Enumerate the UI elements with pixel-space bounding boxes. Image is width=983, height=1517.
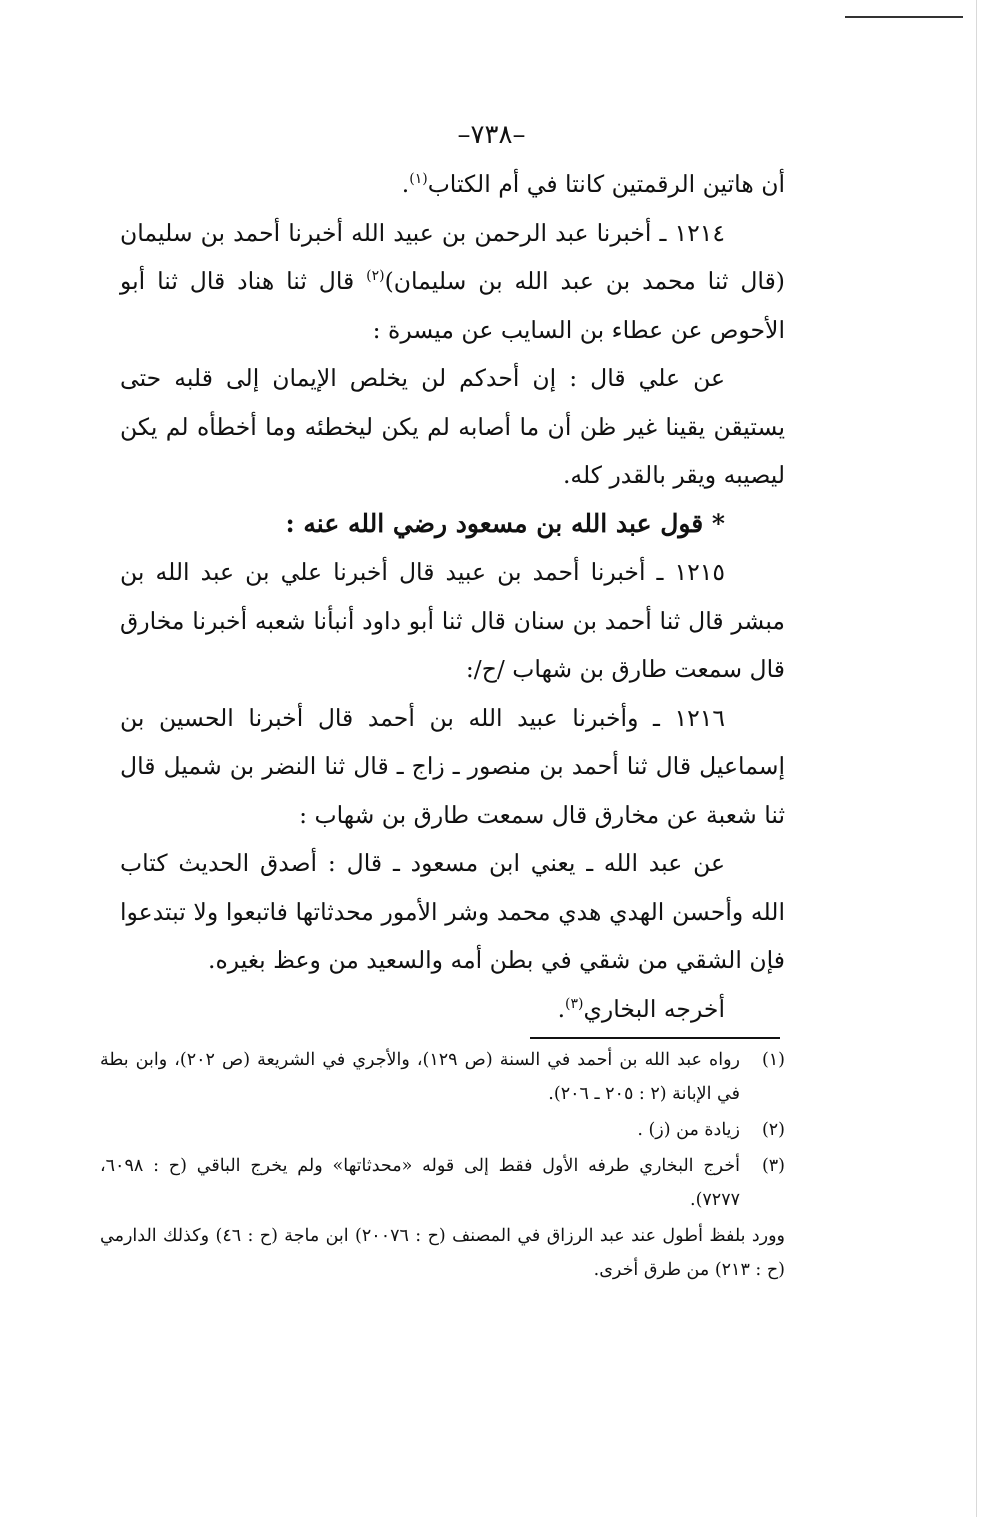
footnote-3-text: أخرج البخاري طرفه الأول فقط إلى قوله «محدثاتها» ولم يخرج الباقي (ح : ٦٠٩٨، ٧٢٧٧). xyxy=(100,1156,740,1210)
footnote-1-text: رواه عبد الله بن أحمد في السنة (ص ١٢٩)، والأجري في الشريعة (ص ٢٠٢)، وابن بطة في الإبانة (٢ : ٢٠٥ ـ ٢٠٦). xyxy=(100,1050,740,1104)
footnotes xyxy=(100,1043,785,1287)
hadith-1216: ١٢١٦ ـ وأخبرنا عبيد الله بن أحمد قال أخبرنا الحسين بن إسماعيل قال ثنا أحمد بن منصور ـ زاج ـ قال ثنا النضر بن شميل قال ثنا شعبة عن مخارق قال سمعت طارق بن شهاب : xyxy=(120,703,785,829)
paragraph-1-text: أن هاتين الرقمتين كانتا في أم الكتاب xyxy=(427,170,785,198)
hadith-1214 xyxy=(120,209,785,355)
footnote-separator xyxy=(530,1037,780,1039)
scan-top-rule xyxy=(845,16,963,18)
hadith-1216-matn: عن عبد الله ـ يعني ابن مسعود ـ قال : أصدق الحديث كتاب الله وأحسن الهدي هدي محمد وشر الأمور محدثاتها فاتبعوا ولا تبتدعوا فإن الشقي من شقي في بطن أمه والسعيد من وعظ بغيره. xyxy=(120,849,785,974)
footnote-2 xyxy=(100,1113,785,1147)
hadith-1215: ١٢١٥ ـ أخبرنا أحمد بن عبيد قال أخبرنا علي بن عبد الله بن مبشر قال ثنا أحمد بن سنان قال ثنا أبو داود أنبأنا شعبه أخبرنا مخارق قال سمعت طارق بن شهاب /ح/: xyxy=(120,558,785,683)
hadith-1214-text-b: قال ثنا هناد قال ثنا أبو الأحوص عن عطاء بن السايب عن ميسرة : xyxy=(120,267,785,344)
footnote-2-text: زيادة من (ز) . xyxy=(637,1120,740,1140)
footnote-1 xyxy=(100,1043,785,1111)
paragraph-1-end: . xyxy=(401,170,410,198)
page-number: –٧٣٨– xyxy=(457,120,526,150)
takhrij-line xyxy=(120,985,785,1034)
paragraph-1 xyxy=(120,160,785,209)
footnote-3-continuation: وورد بلفظ أطول عند عبد الرزاق في المصنف (ح : ٢٠٠٧٦) ابن ماجة (ح : ٤٦) وكذلك الدارمي (ح : ٢١٣) من طرق أخرى. xyxy=(100,1226,786,1280)
footnote-1-number: (١) xyxy=(761,1050,785,1070)
page-edge-line xyxy=(976,0,977,1517)
footnote-ref-2: (٢) xyxy=(366,268,385,285)
footnote-3 xyxy=(100,1149,785,1217)
footnote-3-number: (٣) xyxy=(761,1156,785,1176)
takhrij-end: . xyxy=(557,994,566,1023)
section-heading: * قول عبد الله بن مسعود رضي الله عنه : xyxy=(285,508,725,538)
hadith-1214-matn: عن علي قال : إن أحدكم لن يخلص الإيمان إلى قلبه حتى يستيقن يقينا غير ظن أن ما أصابه لم يكن ليخطئه وما أخطأه لم يكن ليصيبه ويقر بالقدر كله. xyxy=(120,364,785,489)
hadith-1214-text-a: ١٢١٤ ـ أخبرنا عبد الرحمن بن عبيد الله أخبرنا أحمد بن سليمان (قال ثنا محمد بن عبد الله بن سليمان) xyxy=(120,218,785,295)
footnote-ref-3: (٣) xyxy=(565,995,584,1012)
footnote-2-number: (٢) xyxy=(761,1120,785,1140)
takhrij-text: أخرجه البخاري xyxy=(583,994,725,1023)
main-text xyxy=(120,160,785,1033)
footnote-ref-1: (١) xyxy=(409,171,428,188)
